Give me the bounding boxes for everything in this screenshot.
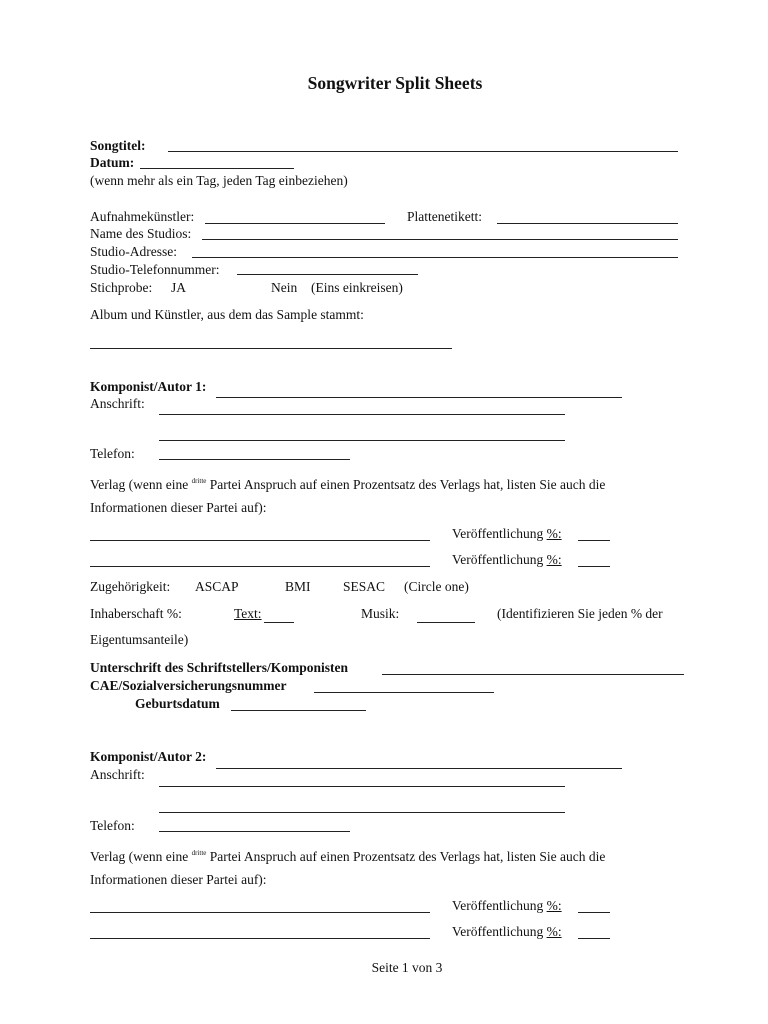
ownership-note-2: Eigentumsanteile) [90, 632, 189, 647]
cae-label: CAE/Sozialversicherungsnummer [90, 678, 287, 693]
composer1-publisher-line-1[interactable] [90, 540, 430, 541]
record-label-line[interactable] [497, 223, 678, 224]
composer2-publisher-line-1[interactable] [90, 912, 430, 913]
composer1-address-label: Anschrift: [90, 396, 145, 411]
ownership-note: (Identifizieren Sie jeden % der [497, 606, 663, 621]
composer2-publisher-text-2: Informationen dieser Partei auf): [90, 872, 267, 887]
ownership-music-label: Musik: [361, 606, 400, 621]
signature-label: Unterschrift des Schriftstellers/Komponisten [90, 660, 348, 675]
studio-phone-line[interactable] [237, 274, 418, 275]
composer2-publication-1: Veröffentlichung %: [452, 898, 562, 913]
sample-note: (Eins einkreisen) [311, 280, 403, 295]
composer2-publication-pct-line-1[interactable] [578, 912, 610, 913]
composer2-publisher-text: Verlag (wenn eine $^{dritte}$ Partei Anspruch auf einen Prozentsatz des Verlags hat, listen Sie auch die [90, 849, 606, 864]
composer1-phone-line[interactable] [159, 459, 350, 460]
studio-address-line[interactable] [192, 257, 678, 258]
sample-source-label: Album und Künstler, aus dem das Sample stammt: [90, 307, 364, 322]
sample-yes-option[interactable]: JA [171, 280, 187, 295]
composer1-heading: Komponist/Autor 1: [90, 379, 207, 394]
composer2-phone-label: Telefon: [90, 818, 135, 833]
date-label: Datum: [90, 155, 135, 170]
artist-label: Aufnahmekünstler: [90, 209, 195, 224]
cae-line[interactable] [314, 692, 494, 693]
composer2-heading: Komponist/Autor 2: [90, 749, 207, 764]
composer2-phone-line[interactable] [159, 831, 350, 832]
ownership-music-line[interactable] [417, 622, 475, 623]
record-label-label: Plattenetikett: [407, 209, 482, 224]
ownership-text-label: Text: [234, 606, 262, 621]
song-title-label: Songtitel: [90, 138, 146, 153]
composer2-publication-2: Veröffentlichung %: [452, 924, 562, 939]
ownership-label: Inhaberschaft %: [90, 606, 182, 621]
composer1-phone-label: Telefon: [90, 446, 135, 461]
studio-name-line[interactable] [202, 239, 678, 240]
birthdate-label: Geburtsdatum [135, 696, 220, 711]
sample-source-line[interactable] [90, 348, 452, 349]
date-note: (wenn mehr als ein Tag, jeden Tag einbeziehen) [90, 173, 348, 188]
sample-no-option[interactable]: Nein [271, 280, 298, 295]
song-title-line[interactable] [168, 151, 678, 152]
artist-line[interactable] [205, 223, 385, 224]
composer1-publication-pct-line-2[interactable] [578, 566, 610, 567]
composer1-publication-pct-line-1[interactable] [578, 540, 610, 541]
studio-name-label: Name des Studios: [90, 226, 192, 241]
composer1-publisher-text: Verlag (wenn eine $^{dritte}$ Partei Anspruch auf einen Prozentsatz des Verlags hat, listen Sie auch die [90, 477, 606, 492]
affiliation-note: (Circle one) [404, 579, 469, 594]
composer2-name-line[interactable] [216, 768, 622, 769]
composer1-publication-2: Veröffentlichung %: [452, 552, 562, 567]
birthdate-line[interactable] [231, 710, 366, 711]
date-line[interactable] [140, 168, 294, 169]
affiliation-ascap[interactable]: ASCAP [195, 579, 239, 594]
composer2-publisher-line-2[interactable] [90, 938, 430, 939]
composer1-name-line[interactable] [216, 397, 622, 398]
composer2-address-label: Anschrift: [90, 767, 145, 782]
page-title: Songwriter Split Sheets [307, 73, 483, 93]
composer1-address-line-1[interactable] [159, 414, 565, 415]
studio-phone-label: Studio-Telefonnummer: [90, 262, 220, 277]
sample-label: Stichprobe: [90, 280, 153, 295]
composer1-publisher-line-2[interactable] [90, 566, 430, 567]
ownership-text-line[interactable] [264, 622, 294, 623]
affiliation-sesac[interactable]: SESAC [343, 579, 386, 594]
signature-line[interactable] [382, 674, 684, 675]
composer2-address-line-1[interactable] [159, 786, 565, 787]
composer1-publication-1: Veröffentlichung %: [452, 526, 562, 541]
affiliation-label: Zugehörigkeit: [90, 579, 171, 594]
composer1-publisher-text-2: Informationen dieser Partei auf): [90, 500, 267, 515]
composer2-address-line-2[interactable] [159, 812, 565, 813]
composer1-address-line-2[interactable] [159, 440, 565, 441]
composer2-publication-pct-line-2[interactable] [578, 938, 610, 939]
studio-address-label: Studio-Adresse: [90, 244, 177, 259]
page-number: Seite 1 von 3 [371, 960, 443, 975]
affiliation-bmi[interactable]: BMI [285, 579, 311, 594]
